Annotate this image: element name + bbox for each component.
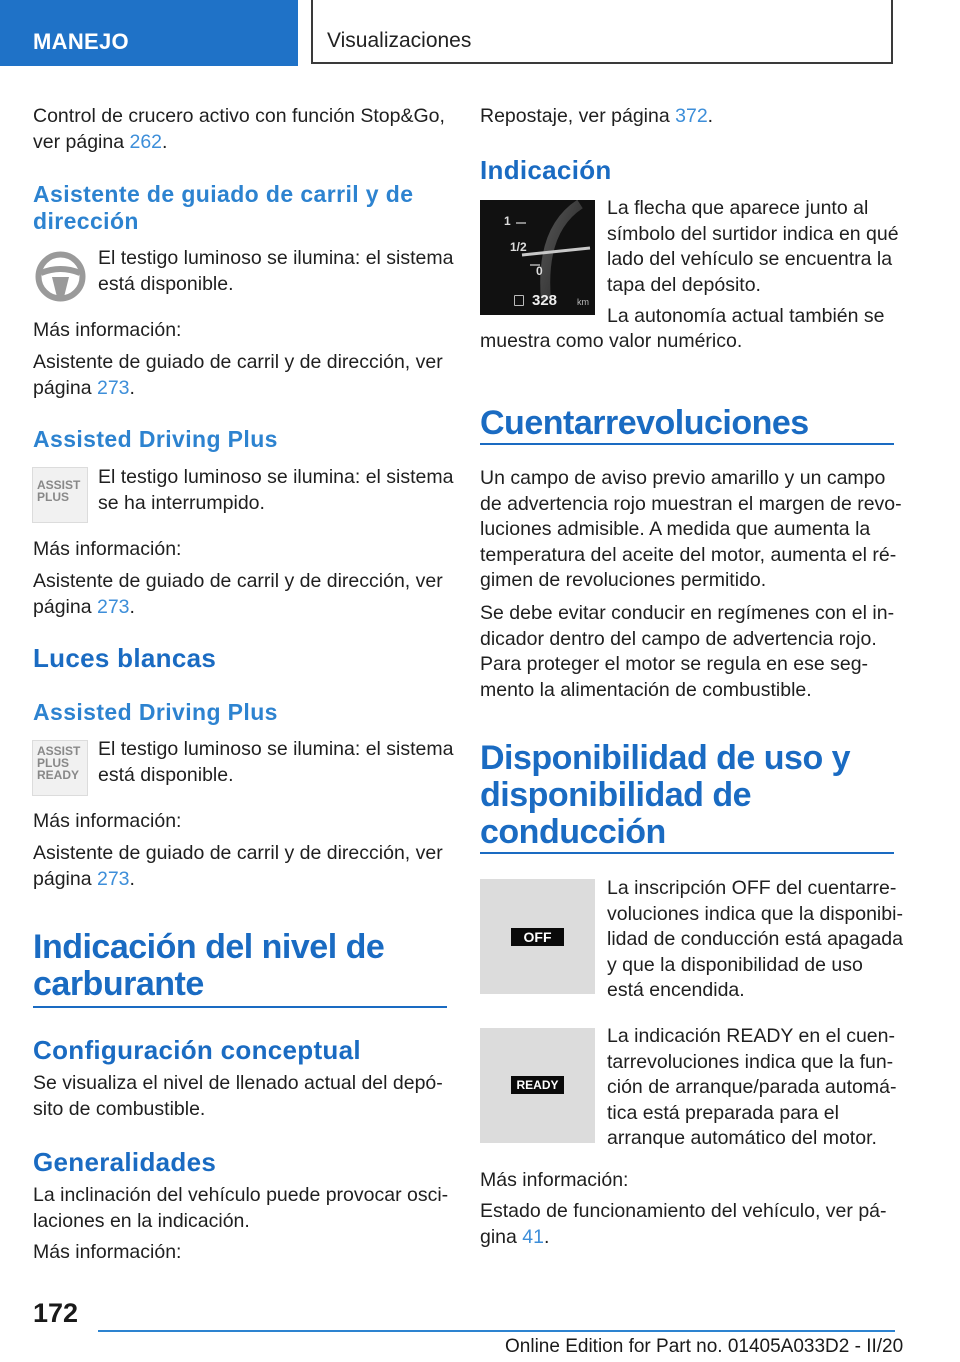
more-info-2: Más información: xyxy=(33,538,182,560)
off-text: La inscripción OFF del cuentarre- voluciones indica que la disponibi- lidad de conducción está apagada y que la disponibilidad de uso está encendida. xyxy=(607,877,903,1001)
fuel-gauge-image xyxy=(480,200,595,315)
page-link-273[interactable]: 273 xyxy=(96,867,130,890)
refuel-ref: Repostaje, ver página 372. xyxy=(480,105,714,127)
adp2-desc: El testigo luminoso se ilumina: el sistema está disponible. xyxy=(98,738,454,786)
tachometer-heading-rule xyxy=(480,443,894,445)
fuel-pump-icon xyxy=(514,295,524,306)
adp2-ref: Asistente de guiado de carril y de dirección, ver página 273. xyxy=(33,842,443,890)
footer-rule xyxy=(98,1330,895,1332)
chapter-label: Visualizaciones xyxy=(327,29,472,52)
section-label: MANEJO xyxy=(33,29,129,54)
section-tab xyxy=(0,0,298,66)
fuel-level-heading: Indicación del nivel de carburante xyxy=(33,928,385,1003)
adp-ref: Asistente de guiado de carril y de dirección, ver página 273. xyxy=(33,570,443,618)
lane-ref: Asistente de guiado de carril y de dirección, ver página 273. xyxy=(33,351,443,399)
indication-text: La flecha que aparece junto al símbolo del surtidor indica en qué lado del vehículo se encuentra la tapa del depósito. xyxy=(607,197,899,296)
concept-text: Se visualiza el nivel de llenado actual del depó- sito de combustible. xyxy=(33,1072,443,1120)
assist-plus-icon: ASSIST PLUS xyxy=(32,467,88,523)
gauge-range-unit: km xyxy=(577,297,589,307)
steering-wheel-icon xyxy=(33,249,88,304)
fuel-heading-rule xyxy=(33,1006,447,1008)
gauge-label-empty: 0 xyxy=(536,264,543,278)
gauge-label-half: 1/2 xyxy=(510,240,527,254)
general-text: La inclinación del vehículo puede provocar osci- laciones en la indicación. xyxy=(33,1184,449,1232)
availability-heading-rule xyxy=(480,852,894,854)
assist-plus-ready-icon: ASSIST PLUS READY xyxy=(32,740,88,796)
page-number: 172 xyxy=(33,1298,79,1328)
page-link-273[interactable]: 273 xyxy=(96,376,130,399)
off-indicator-image xyxy=(480,879,595,994)
gauge-label-full: 1 xyxy=(504,214,511,228)
acc-text: Control de crucero activo con función Stop&Go, ver página 262. xyxy=(33,105,445,153)
ready-text: La indicación READY en el cuen- tarrevoluciones indica que la fun- ción de arranque/parada automá- tica está preparada para el arranque automático del motor. xyxy=(607,1025,897,1149)
chapter-tab xyxy=(311,0,893,64)
indication-heading: Indicación xyxy=(480,155,612,185)
availability-heading: Disponibilidad de uso y disponibilidad de conducción xyxy=(480,739,851,851)
more-info-1: Más información: xyxy=(33,319,182,341)
general-heading: Generalidades xyxy=(33,1147,217,1177)
gauge-range-value: 328 xyxy=(532,292,558,309)
footer-edition: Online Edition for Part no. 01405A033D2 - II/20 xyxy=(505,1336,904,1357)
tachometer-text-1: Un campo de aviso previo amarillo y un campo de advertencia rojo muestran el margen de revo- luciones admisible. A medida que aumenta la temperatura del aceite del motor, aumenta el ré- gimen de revoluciones permitido. xyxy=(480,467,902,591)
state-ref: Estado de funcionamiento del vehículo, ver pá- gina 41. xyxy=(480,1200,887,1248)
concept-heading: Configuración conceptual xyxy=(33,1035,361,1065)
page-link-41[interactable]: 41 xyxy=(522,1225,544,1248)
lane-heading: Asistente de guiado de carril y de dirección xyxy=(33,181,414,234)
page-link-372[interactable]: 372 xyxy=(675,105,708,127)
more-info-4: Más información: xyxy=(33,1241,182,1263)
tachometer-text-2: Se debe evitar conducir en regímenes con el in- dicador dentro del campo de advertencia rojo. Para proteger el motor se regula en ese seg- mento la alimentación de combustible. xyxy=(480,602,895,701)
adp-heading: Assisted Driving Plus xyxy=(33,426,278,452)
white-lights-heading: Luces blancas xyxy=(33,643,217,673)
page-link-273[interactable]: 273 xyxy=(96,595,130,618)
tachometer-heading: Cuentarrevoluciones xyxy=(480,404,809,442)
ready-badge: READY xyxy=(511,1076,564,1094)
adp-desc: El testigo luminoso se ilumina: el sistema se ha interrumpido. xyxy=(98,466,454,514)
range-text-2: muestra como valor numérico. xyxy=(480,330,743,352)
lane-desc: El testigo luminoso se ilumina: el sistema está disponible. xyxy=(98,247,454,295)
more-info-3: Más información: xyxy=(33,810,182,832)
range-text-1: La autonomía actual también se xyxy=(607,305,885,327)
more-info-5: Más información: xyxy=(480,1169,629,1191)
off-badge: OFF xyxy=(511,928,564,946)
adp2-heading: Assisted Driving Plus xyxy=(33,699,278,725)
ready-indicator-image xyxy=(480,1028,595,1143)
page-link-262[interactable]: 262 xyxy=(129,130,163,153)
